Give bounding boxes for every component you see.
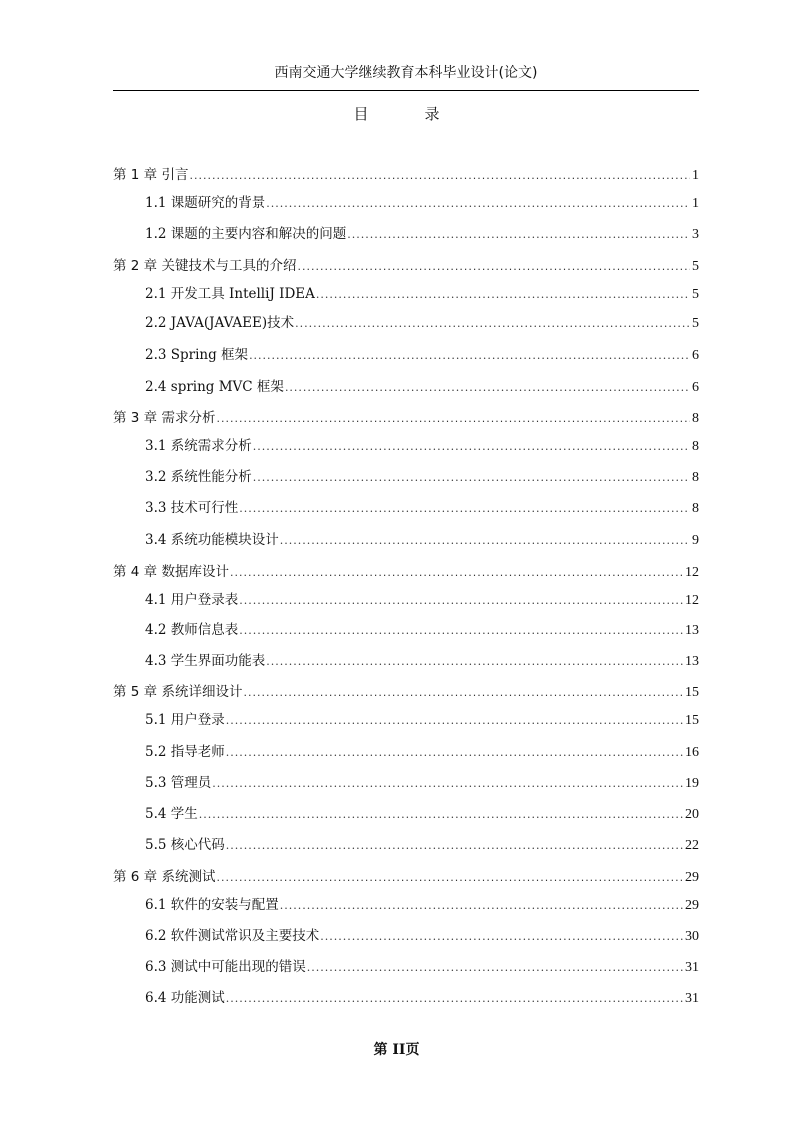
dot-leader	[266, 652, 683, 672]
toc-section-entry[interactable]	[145, 345, 699, 365]
toc-entry-page-number: 31	[685, 991, 699, 1006]
toc-section-entry[interactable]	[145, 284, 699, 304]
dot-leader	[239, 499, 690, 519]
page-number-footer: 第 II页	[373, 1042, 420, 1058]
toc-entry-page-number: 5	[692, 259, 699, 274]
dot-leader	[226, 836, 683, 856]
toc-entry-page-number: 8	[692, 439, 699, 454]
toc-chapter-entry[interactable]	[113, 867, 699, 887]
toc-entry-label: 5.3 管理员	[145, 775, 212, 791]
toc-entry-page-number: 8	[692, 470, 699, 485]
dot-leader	[199, 805, 683, 825]
dot-leader	[285, 378, 690, 398]
dot-leader	[295, 314, 690, 334]
dot-leader	[307, 958, 683, 978]
toc-title: 目录	[353, 105, 496, 123]
toc-section-entry[interactable]	[145, 835, 699, 855]
toc-entry-label: 2.4 spring MVC 框架	[145, 379, 284, 395]
toc-entry-label: 第 1 章 引言	[113, 167, 189, 183]
toc-entry-label: 1.1 课题研究的背景	[145, 195, 266, 211]
toc-entry-label: 6.1 软件的安装与配置	[145, 897, 279, 913]
toc-chapter-entry[interactable]	[113, 256, 699, 276]
dot-leader	[212, 774, 683, 794]
toc-entry-page-number: 9	[692, 533, 699, 548]
toc-section-entry[interactable]	[145, 926, 699, 946]
toc-section-entry[interactable]	[145, 193, 699, 213]
toc-entry-page-number: 12	[685, 565, 699, 580]
toc-section-entry[interactable]	[145, 742, 699, 762]
toc-entry-label: 3.2 系统性能分析	[145, 469, 252, 485]
toc-entry-page-number: 5	[692, 287, 699, 302]
toc-entry-label: 5.4 学生	[145, 806, 198, 822]
dot-leader	[280, 531, 690, 551]
toc-entry-page-number: 19	[685, 776, 699, 791]
dot-leader	[266, 194, 690, 214]
dot-leader	[239, 591, 683, 611]
toc-section-entry[interactable]	[145, 804, 699, 824]
toc-entry-label: 1.2 课题的主要内容和解决的问题	[145, 226, 347, 242]
toc-section-entry[interactable]	[145, 773, 699, 793]
toc-section-entry[interactable]	[145, 957, 699, 977]
toc-section-entry[interactable]	[145, 895, 699, 915]
toc-entry-label: 第 6 章 系统测试	[113, 869, 216, 885]
dot-leader	[216, 868, 683, 888]
toc-entry-page-number: 6	[692, 348, 699, 363]
toc-entry-page-number: 8	[692, 411, 699, 426]
toc-entry-page-number: 29	[685, 898, 699, 913]
toc-section-entry[interactable]	[145, 436, 699, 456]
toc-entry-page-number: 30	[685, 929, 699, 944]
dot-leader	[316, 285, 690, 305]
toc-entry-page-number: 22	[685, 838, 699, 853]
toc-section-entry[interactable]	[145, 224, 699, 244]
toc-chapter-entry[interactable]	[113, 408, 699, 428]
toc-entry-page-number: 6	[692, 380, 699, 395]
dot-leader	[243, 683, 683, 703]
running-header: 西南交通大学继续教育本科毕业设计(论文)	[274, 65, 538, 81]
toc-entry-label: 第 4 章 数据库设计	[113, 564, 229, 580]
dot-leader	[249, 346, 690, 366]
toc-entry-label: 4.2 教师信息表	[145, 622, 239, 638]
toc-section-entry[interactable]	[145, 651, 699, 671]
toc-chapter-entry[interactable]	[113, 682, 699, 702]
dot-leader	[280, 896, 683, 916]
toc-entry-page-number: 8	[692, 501, 699, 516]
toc-section-entry[interactable]	[145, 377, 699, 397]
dot-leader	[297, 257, 690, 277]
toc-section-entry[interactable]	[145, 530, 699, 550]
toc-entry-page-number: 13	[685, 654, 699, 669]
dot-leader	[253, 437, 690, 457]
toc-entry-page-number: 5	[692, 316, 699, 331]
dot-leader	[230, 563, 683, 583]
dot-leader	[216, 409, 690, 429]
toc-entry-label: 第 2 章 关键技术与工具的介绍	[113, 258, 297, 274]
toc-chapter-entry[interactable]	[113, 165, 699, 185]
toc-entry-page-number: 31	[685, 960, 699, 975]
toc-entry-label: 6.2 软件测试常识及主要技术	[145, 928, 320, 944]
toc-entry-page-number: 15	[685, 685, 699, 700]
toc-entry-page-number: 20	[685, 807, 699, 822]
toc-section-entry[interactable]	[145, 620, 699, 640]
toc-entry-label: 6.4 功能测试	[145, 990, 225, 1006]
toc-section-entry[interactable]	[145, 590, 699, 610]
toc-entry-label: 5.1 用户登录	[145, 712, 225, 728]
dot-leader	[226, 989, 683, 1009]
toc-entry-label: 3.3 技术可行性	[145, 500, 239, 516]
toc-section-entry[interactable]	[145, 710, 699, 730]
toc-section-entry[interactable]	[145, 313, 699, 333]
toc-section-entry[interactable]	[145, 988, 699, 1008]
dot-leader	[226, 743, 683, 763]
toc-entry-label: 3.4 系统功能模块设计	[145, 532, 279, 548]
toc-entry-label: 4.3 学生界面功能表	[145, 653, 266, 669]
dot-leader	[320, 927, 683, 947]
toc-entry-page-number: 29	[685, 870, 699, 885]
toc-entry-page-number: 1	[692, 196, 699, 211]
dot-leader	[347, 225, 690, 245]
toc-entry-label: 2.3 Spring 框架	[145, 347, 249, 363]
toc-entry-label: 第 5 章 系统详细设计	[113, 684, 243, 700]
dot-leader	[226, 711, 683, 731]
toc-section-entry[interactable]	[145, 498, 699, 518]
toc-entry-page-number: 3	[692, 227, 699, 242]
toc-entry-page-number: 12	[685, 593, 699, 608]
toc-entry-label: 6.3 测试中可能出现的错误	[145, 959, 306, 975]
toc-entry-label: 5.5 核心代码	[145, 837, 225, 853]
toc-entry-label: 第 3 章 需求分析	[113, 410, 216, 426]
toc-entry-label: 4.1 用户登录表	[145, 592, 239, 608]
toc-entry-page-number: 13	[685, 623, 699, 638]
toc-entry-page-number: 1	[692, 168, 699, 183]
toc-entry-label: 2.2 JAVA(JAVAEE)技术	[145, 315, 295, 331]
toc-entry-label: 5.2 指导老师	[145, 744, 225, 760]
toc-entry-label: 3.1 系统需求分析	[145, 438, 252, 454]
toc-section-entry[interactable]	[145, 467, 699, 487]
dot-leader	[253, 468, 690, 488]
toc-entry-page-number: 16	[685, 745, 699, 760]
dot-leader	[189, 166, 690, 186]
toc-chapter-entry[interactable]	[113, 562, 699, 582]
toc-entry-page-number: 15	[685, 713, 699, 728]
toc-entry-label: 2.1 开发工具 IntelliJ IDEA	[145, 286, 315, 302]
dot-leader	[239, 621, 683, 641]
